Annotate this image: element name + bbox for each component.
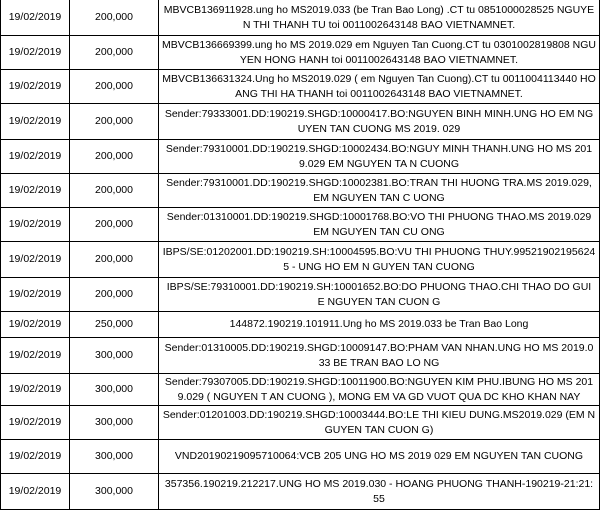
- amount-cell: 250,000: [70, 312, 159, 338]
- table-row: [1, 440, 600, 474]
- amount-cell: 300,000: [70, 440, 159, 474]
- date-cell: 19/02/2019: [1, 208, 70, 242]
- amount-cell: 200,000: [70, 104, 159, 140]
- date-cell: 19/02/2019: [1, 440, 70, 474]
- amount-cell: 200,000: [70, 242, 159, 278]
- table-row: [1, 278, 600, 312]
- date-cell: 19/02/2019: [1, 70, 70, 104]
- description-cell: VND20190219095710064:VCB 205 UNG HO MS 2019 029 EM NGUYEN TAN CUONG: [159, 440, 600, 474]
- description-cell: MBVCB136631324.Ung ho MS2019.029 ( em Nguyen Tan Cuong).CT tu 0011004113440 HOANG THI HA THANH toi 0011002643148 BAO VIETNAMNET.: [159, 70, 600, 104]
- table-row: [1, 208, 600, 242]
- table-row: [1, 70, 600, 104]
- table-row: [1, 36, 600, 70]
- description-cell: MBVCB136669399.ung ho MS 2019.029 em Nguyen Tan Cuong.CT tu 0301002819808 NGUYEN HONG HANH toi 0011002643148 BAO VIETNAMNET.: [159, 36, 600, 70]
- transactions-body: [1, 0, 600, 510]
- date-cell: 19/02/2019: [1, 140, 70, 174]
- description-cell: Sender:01310001.DD:190219.SHGD:10001768.BO:VO THI PHUONG THAO.MS 2019.029 EM NGUYEN TAN CU ONG: [159, 208, 600, 242]
- date-cell: 19/02/2019: [1, 174, 70, 208]
- date-cell: 19/02/2019: [1, 474, 70, 510]
- date-cell: 19/02/2019: [1, 312, 70, 338]
- table-row: [1, 406, 600, 440]
- date-cell: 19/02/2019: [1, 104, 70, 140]
- description-cell: Sender:79310001.DD:190219.SHGD:10002434.BO:NGUY MINH THANH.UNG HO MS 2019.029 EM NGUYEN TA N CUONG: [159, 140, 600, 174]
- description-cell: 144872.190219.101911.Ung ho MS 2019.033 be Tran Bao Long: [159, 312, 600, 338]
- date-cell: 19/02/2019: [1, 36, 70, 70]
- date-cell: 19/02/2019: [1, 0, 70, 36]
- description-cell: Sender:79310001.DD:190219.SHGD:10002381.BO:TRAN THI HUONG TRA.MS 2019.029, EM NGUYEN TAN C UONG: [159, 174, 600, 208]
- table-row: [1, 174, 600, 208]
- description-cell: Sender:79307005.DD:190219.SHGD:10011900.BO:NGUYEN KIM PHU.IBUNG HO MS 2019.029 ( NGUYEN T AN CUONG ), MONG EM VA GD VUOT QUA DC KHO KHAN NAY: [159, 374, 600, 406]
- table-row: [1, 474, 600, 510]
- amount-cell: 200,000: [70, 174, 159, 208]
- date-cell: 19/02/2019: [1, 406, 70, 440]
- date-cell: 19/02/2019: [1, 242, 70, 278]
- date-cell: 19/02/2019: [1, 374, 70, 406]
- amount-cell: 200,000: [70, 36, 159, 70]
- table-row: [1, 104, 600, 140]
- amount-cell: 300,000: [70, 374, 159, 406]
- table-row: [1, 242, 600, 278]
- table-row: [1, 312, 600, 338]
- description-cell: MBVCB136911928.ung ho MS2019.033 (be Tran Bao Long) .CT tu 0851000028525 NGUYEN THI THANH TU toi 0011002643148 BAO VIETNAMNET.: [159, 0, 600, 36]
- description-cell: Sender:79333001.DD:190219.SHGD:10000417.BO:NGUYEN BINH MINH.UNG HO EM NGUYEN TAN CUONG MS 2019. 029: [159, 104, 600, 140]
- amount-cell: 200,000: [70, 278, 159, 312]
- table-row: [1, 0, 600, 36]
- date-cell: 19/02/2019: [1, 278, 70, 312]
- description-cell: IBPS/SE:79310001.DD:190219.SH:10001652.BO:DO PHUONG THAO.CHI THAO DO GUI E NGUYEN TAN CUON G: [159, 278, 600, 312]
- amount-cell: 200,000: [70, 140, 159, 174]
- description-cell: Sender:01310005.DD:190219.SHGD:10009147.BO:PHAM VAN NHAN.UNG HO MS 2019.033 BE TRAN BAO LO NG: [159, 338, 600, 374]
- amount-cell: 300,000: [70, 338, 159, 374]
- description-cell: IBPS/SE:01202001.DD:190219.SH:10004595.BO:VU THI PHUONG THUY.995219021956245 - UNG HO EM N GUYEN TAN CUONG: [159, 242, 600, 278]
- amount-cell: 300,000: [70, 474, 159, 510]
- amount-cell: 200,000: [70, 70, 159, 104]
- amount-cell: 200,000: [70, 0, 159, 36]
- description-cell: Sender:01201003.DD:190219.SHGD:10003444.BO:LE THI KIEU DUNG.MS2019.029 (EM NGUYEN TAN CUON G): [159, 406, 600, 440]
- table-row: [1, 374, 600, 406]
- amount-cell: 200,000: [70, 208, 159, 242]
- description-cell: 357356.190219.212217.UNG HO MS 2019.030 - HOANG PHUONG THANH-190219-21:21:55: [159, 474, 600, 510]
- table-row: [1, 140, 600, 174]
- table-row: [1, 338, 600, 374]
- amount-cell: 300,000: [70, 406, 159, 440]
- date-cell: 19/02/2019: [1, 338, 70, 374]
